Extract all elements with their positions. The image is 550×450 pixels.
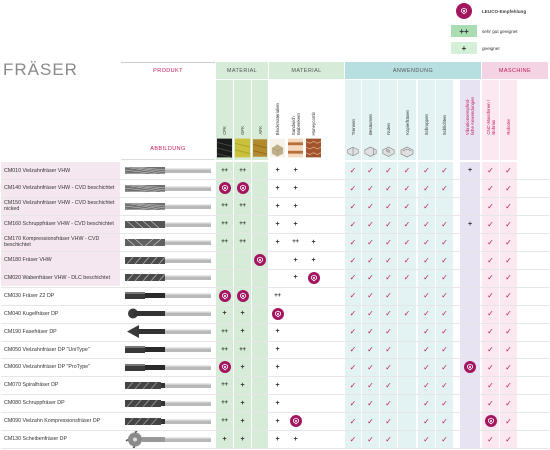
check-mark: ✓ xyxy=(487,362,494,372)
rating-suitable: + xyxy=(222,435,227,443)
check-mark: ✓ xyxy=(349,183,357,193)
rating-suitable: + xyxy=(240,363,245,371)
abbildung-label: ABBILDUNG xyxy=(150,146,186,152)
column-header xyxy=(345,80,361,160)
rating-very-good: ++ xyxy=(239,221,246,228)
rating-very-good: ++ xyxy=(221,203,228,210)
column-header xyxy=(305,80,322,160)
check-mark: ✓ xyxy=(487,309,494,319)
check-mark: ✓ xyxy=(423,237,430,247)
leuco-recommendation-icon xyxy=(216,287,233,304)
product-label[interactable]: CM020 Wabenfräser VHW - DLC beschichtet xyxy=(1,269,120,286)
check-mark: ✓ xyxy=(505,219,512,229)
rating-very-good: ++ xyxy=(221,167,228,174)
check-mark: ✓ xyxy=(403,237,411,247)
rating-suitable: + xyxy=(293,167,298,174)
tool-image xyxy=(121,359,215,376)
check-mark: ✓ xyxy=(367,362,374,372)
rating-suitable: + xyxy=(240,435,245,443)
rating-suitable: + xyxy=(275,167,280,174)
tool-image xyxy=(121,341,215,358)
rating-very-good: ++ xyxy=(221,382,228,389)
check-mark: ✓ xyxy=(441,362,448,372)
check-mark: ✓ xyxy=(367,291,374,301)
rating-suitable: + xyxy=(222,310,227,318)
product-label[interactable]: CM060 Vielzahnfräser DP "ProType" xyxy=(4,364,91,371)
check-mark: ✓ xyxy=(349,273,357,283)
check-mark: ✓ xyxy=(505,255,512,265)
column-header xyxy=(460,80,480,160)
tool-image xyxy=(121,287,215,304)
check-mark: ✓ xyxy=(349,416,357,426)
rating-very-good: ++ xyxy=(221,221,228,228)
check-mark: ✓ xyxy=(367,255,374,265)
check-mark: ✓ xyxy=(487,327,494,337)
check-mark: ✓ xyxy=(367,434,374,444)
rating-very-good: ++ xyxy=(221,418,228,425)
column-label: Blockmaterialien xyxy=(275,102,280,135)
check-mark: ✓ xyxy=(487,166,494,175)
tool-image xyxy=(121,395,215,412)
column-label: AFK xyxy=(257,126,263,135)
product-label[interactable]: CM140 Vielzahnfräser VHW - CVD beschichtet xyxy=(1,180,120,197)
column-label: Schruppen xyxy=(424,113,429,135)
tool-image xyxy=(121,180,215,197)
check-mark: ✓ xyxy=(423,380,430,390)
product-label[interactable]: CM090 Vielzahn Kompressionsfräser DP xyxy=(4,418,101,425)
column-header xyxy=(380,80,397,160)
check-mark: ✓ xyxy=(441,309,448,319)
check-mark: ✓ xyxy=(505,166,512,175)
check-mark: ✓ xyxy=(487,380,494,390)
check-mark: ✓ xyxy=(385,309,392,319)
check-mark: ✓ xyxy=(367,183,374,193)
check-mark: ✓ xyxy=(441,183,448,193)
tool-image xyxy=(121,413,215,430)
check-mark: ✓ xyxy=(403,166,411,175)
leuco-recommendation-icon xyxy=(305,269,322,286)
cut3-material-icon xyxy=(381,138,396,158)
tool-image xyxy=(121,269,215,286)
product-label[interactable]: CM180 Fräser VHW xyxy=(1,252,120,269)
group-header-material-other: MATERIAL xyxy=(269,62,344,79)
check-mark: ✓ xyxy=(385,291,392,301)
check-mark: ✓ xyxy=(505,345,512,354)
check-mark: ✓ xyxy=(403,201,411,211)
check-mark: ✓ xyxy=(505,362,512,372)
rating-suitable: + xyxy=(275,202,280,210)
check-mark: ✓ xyxy=(385,416,392,426)
check-mark: ✓ xyxy=(441,273,448,283)
check-mark: ✓ xyxy=(349,362,357,372)
legend-row-very-good xyxy=(451,24,550,38)
check-mark: ✓ xyxy=(349,380,357,390)
check-mark: ✓ xyxy=(505,201,512,211)
check-mark: ✓ xyxy=(349,166,357,175)
check-mark: ✓ xyxy=(367,219,374,229)
rating-suitable: + xyxy=(275,346,280,353)
leuco-recommendation-icon xyxy=(234,287,251,304)
legend-label: LEUCO-Empfehlung xyxy=(482,8,527,14)
cut1-material-icon xyxy=(346,138,360,158)
check-mark: ✓ xyxy=(423,345,430,354)
check-mark: ✓ xyxy=(423,309,430,319)
column-label: CFK xyxy=(222,126,227,135)
check-mark: ✓ xyxy=(403,255,411,265)
rating-suitable: + xyxy=(275,220,280,228)
rating-suitable: + xyxy=(240,381,245,389)
rating-suitable: + xyxy=(275,381,280,389)
rating-suitable: + xyxy=(311,238,316,246)
rating-suitable: + xyxy=(293,220,298,228)
product-label[interactable]: CM080 Schruppfräser DP xyxy=(4,400,65,407)
check-mark: ✓ xyxy=(349,345,357,354)
rating-suitable: + xyxy=(275,417,280,425)
check-mark: ✓ xyxy=(487,398,494,408)
check-mark: ✓ xyxy=(385,183,392,193)
leuco-recommendation-icon xyxy=(482,413,499,430)
group-header-maschine: MASCHINE xyxy=(482,62,548,79)
check-mark: ✓ xyxy=(423,291,430,301)
check-mark: ✓ xyxy=(385,345,392,354)
check-mark: ✓ xyxy=(423,219,430,229)
leuco-badge-icon xyxy=(451,5,477,17)
check-mark: ✓ xyxy=(423,255,430,265)
column-header xyxy=(500,80,517,160)
tool-image xyxy=(121,431,215,448)
check-mark: ✓ xyxy=(367,201,374,211)
legend-row-recommendation xyxy=(451,2,550,20)
check-mark: ✓ xyxy=(505,434,512,444)
cut2-material-icon xyxy=(363,138,378,158)
rating-suitable: + xyxy=(275,363,280,371)
product-label[interactable]: CM050 Vielzahnfräser DP "UniType" xyxy=(4,346,90,353)
page-title: FRÄSER xyxy=(3,60,78,79)
column-header xyxy=(436,80,453,160)
column-label: Besäumen xyxy=(368,114,373,135)
check-mark: ✓ xyxy=(403,219,411,229)
column-header xyxy=(269,80,286,160)
tool-image xyxy=(121,323,215,340)
check-mark: ✓ xyxy=(487,255,494,265)
rating-very-good: ++ xyxy=(239,167,246,174)
check-mark: ✓ xyxy=(487,237,494,247)
product-label[interactable]: CM010 Vielzahnfräser VHW xyxy=(1,162,120,179)
check-mark: ✓ xyxy=(367,166,374,175)
check-mark: ✓ xyxy=(505,327,512,337)
check-mark: ✓ xyxy=(385,273,392,283)
check-mark: ✓ xyxy=(441,219,448,229)
product-label[interactable]: CM040 Kugelfräser DP xyxy=(4,310,59,317)
check-mark: ✓ xyxy=(349,434,357,444)
honeycomb-material-icon xyxy=(306,138,321,158)
product-label[interactable]: CM030 Fräser Z2 DP xyxy=(4,292,55,299)
cfk-material-icon xyxy=(217,138,232,158)
check-mark: ✓ xyxy=(505,183,512,193)
tool-image xyxy=(121,252,215,269)
leuco-recommendation-icon xyxy=(234,180,251,197)
legend-label: geeignet xyxy=(482,45,500,51)
check-mark: ✓ xyxy=(505,291,512,301)
rating-very-good: ++ xyxy=(239,346,246,353)
rating-suitable: + xyxy=(275,435,280,443)
rating-very-good: ++ xyxy=(221,328,228,335)
rating-suitable: + xyxy=(467,167,473,174)
rating-suitable: + xyxy=(311,256,316,264)
check-mark: ✓ xyxy=(385,398,392,408)
sandwich-material-icon xyxy=(288,138,303,158)
check-mark: ✓ xyxy=(505,273,512,283)
check-mark: ✓ xyxy=(423,273,430,283)
check-mark: ✓ xyxy=(505,237,512,247)
product-label[interactable]: CM170 Kompressionsfräser VHW - CVD beschichtet xyxy=(1,234,120,251)
check-mark: ✓ xyxy=(423,416,430,426)
check-mark: ✓ xyxy=(349,237,357,247)
check-mark: ✓ xyxy=(487,291,494,301)
rating-suitable: + xyxy=(293,435,298,443)
cut4-material-icon xyxy=(399,138,415,158)
check-mark: ✓ xyxy=(385,362,392,372)
check-mark: ✓ xyxy=(367,380,374,390)
check-mark: ✓ xyxy=(441,416,448,426)
check-mark: ✓ xyxy=(385,219,392,229)
rating-suitable: + xyxy=(275,184,280,192)
check-mark: ✓ xyxy=(349,219,357,229)
leuco-recommendation-icon xyxy=(252,252,269,269)
check-mark: ✓ xyxy=(487,201,494,211)
check-mark: ✓ xyxy=(441,434,448,444)
check-mark: ✓ xyxy=(385,255,392,265)
rating-suitable: + xyxy=(240,417,245,425)
column-label: CNC-Maschinen / Bohrlas xyxy=(485,100,496,135)
column-label: GFK xyxy=(240,125,245,135)
afk-material-icon xyxy=(253,138,267,158)
product-label[interactable]: CM130 Scheibenfräser DP xyxy=(4,436,68,442)
check-mark: ✓ xyxy=(349,255,357,265)
rating-suitable: + xyxy=(293,274,298,282)
rating-very-good: ++ xyxy=(221,239,228,246)
rating-suitable: + xyxy=(467,220,473,228)
rating-suitable: + xyxy=(275,328,280,336)
group-header-material-composite: MATERIAL xyxy=(216,62,268,79)
check-mark: ✓ xyxy=(349,327,357,337)
rating-very-good: ++ xyxy=(292,239,299,246)
check-mark: ✓ xyxy=(385,201,392,211)
check-mark: ✓ xyxy=(349,291,357,301)
legend-label: sehr gut geeignet xyxy=(482,28,518,34)
check-mark: ✓ xyxy=(385,434,392,444)
check-mark: ✓ xyxy=(385,166,392,175)
product-label[interactable]: CM160 Schruppfräser VHW - CVD beschichtet xyxy=(1,216,120,233)
check-mark: ✓ xyxy=(349,398,357,408)
check-mark: ✓ xyxy=(423,201,430,211)
check-mark: ✓ xyxy=(487,219,494,229)
check-mark: ✓ xyxy=(367,273,374,283)
check-mark: ✓ xyxy=(487,434,494,444)
check-mark: ✓ xyxy=(367,416,374,426)
column-label: Trennen xyxy=(350,118,356,135)
column-label: Honeycomb xyxy=(311,111,316,135)
check-mark: ✓ xyxy=(367,237,374,247)
column-label: Kopierfräsen xyxy=(404,110,410,135)
legend-row-suitable xyxy=(451,41,550,55)
check-mark: ✓ xyxy=(423,434,430,444)
product-label[interactable]: CM150 Vielzahnfräser VHW - CVD beschichtet nicked xyxy=(1,198,120,215)
legend-symbol: + xyxy=(451,42,477,54)
tool-image xyxy=(121,198,215,215)
check-mark: ✓ xyxy=(441,291,448,301)
gfk-material-icon xyxy=(235,138,250,158)
column-header xyxy=(418,80,435,160)
column-label: Roboter xyxy=(506,119,511,135)
check-mark: ✓ xyxy=(423,362,430,372)
rating-very-good: ++ xyxy=(239,239,246,246)
check-mark: ✓ xyxy=(349,201,357,211)
rating-suitable: + xyxy=(240,310,245,318)
check-mark: ✓ xyxy=(487,273,494,283)
check-mark: ✓ xyxy=(487,345,494,354)
rating-very-good: ++ xyxy=(239,203,246,210)
tool-image xyxy=(121,216,215,233)
check-mark: ✓ xyxy=(423,398,430,408)
column-label: Vibrationsempfind- liche Anwendungen xyxy=(465,96,475,135)
rating-very-good: ++ xyxy=(274,292,281,299)
check-mark: ✓ xyxy=(403,183,411,193)
check-mark: ✓ xyxy=(441,398,448,408)
legend-symbol: ++ xyxy=(451,25,477,37)
check-mark: ✓ xyxy=(487,183,494,193)
rating-suitable: + xyxy=(275,399,280,407)
rating-suitable: + xyxy=(293,202,298,210)
check-mark: ✓ xyxy=(505,380,512,390)
check-mark: ✓ xyxy=(367,398,374,408)
check-mark: ✓ xyxy=(385,380,392,390)
column-header xyxy=(252,80,268,160)
column-header xyxy=(482,80,499,160)
check-mark: ✓ xyxy=(367,309,374,319)
check-mark: ✓ xyxy=(505,416,512,426)
rating-suitable: + xyxy=(275,238,280,246)
column-label: Schlichten xyxy=(442,114,447,135)
column-header xyxy=(234,80,251,160)
leuco-recommendation-icon xyxy=(462,359,479,376)
column-header xyxy=(398,80,416,160)
group-header-produkt: PRODUKT xyxy=(121,62,215,79)
rating-suitable: + xyxy=(293,184,298,192)
check-mark: ✓ xyxy=(441,345,448,354)
tool-image xyxy=(121,162,215,179)
leuco-recommendation-icon xyxy=(216,180,233,197)
column-header xyxy=(362,80,379,160)
check-mark: ✓ xyxy=(505,398,512,408)
check-mark: ✓ xyxy=(403,309,411,319)
check-mark: ✓ xyxy=(441,327,448,337)
column-label: Sandwich Wabenkern xyxy=(290,112,301,135)
leuco-recommendation-icon xyxy=(216,359,233,376)
block-material-icon xyxy=(270,138,285,158)
check-mark: ✓ xyxy=(505,309,512,319)
column-header xyxy=(287,80,304,160)
check-mark: ✓ xyxy=(349,309,357,319)
row-divider xyxy=(1,448,549,449)
check-mark: ✓ xyxy=(367,345,374,354)
rating-very-good: ++ xyxy=(221,400,228,407)
check-mark: ✓ xyxy=(441,237,448,247)
rating-suitable: + xyxy=(240,399,245,407)
group-header-anwendung: ANWENDUNG xyxy=(345,62,481,79)
column-label: Nuten xyxy=(386,123,391,135)
check-mark: ✓ xyxy=(385,237,392,247)
tool-image xyxy=(121,377,215,394)
check-mark: ✓ xyxy=(367,327,374,337)
rating-suitable: + xyxy=(293,256,298,264)
leuco-recommendation-icon xyxy=(287,413,304,430)
check-mark: ✓ xyxy=(423,327,430,337)
check-mark: ✓ xyxy=(385,327,392,337)
product-label[interactable]: CM070 Spiralfräser DP xyxy=(4,382,59,389)
check-mark: ✓ xyxy=(423,166,430,175)
check-mark: ✓ xyxy=(423,183,430,193)
rating-suitable: + xyxy=(240,328,245,336)
check-mark: ✓ xyxy=(441,255,448,265)
leuco-recommendation-icon xyxy=(269,305,286,322)
check-mark: ✓ xyxy=(441,166,448,175)
product-label[interactable]: CM190 Fasefräser DP xyxy=(4,328,57,335)
tool-image xyxy=(121,234,215,251)
tool-image xyxy=(121,305,215,322)
image-column-header xyxy=(121,80,215,160)
check-mark: ✓ xyxy=(441,380,448,390)
check-mark: ✓ xyxy=(403,273,411,283)
rating-very-good: ++ xyxy=(221,346,228,353)
column-header xyxy=(216,80,233,160)
